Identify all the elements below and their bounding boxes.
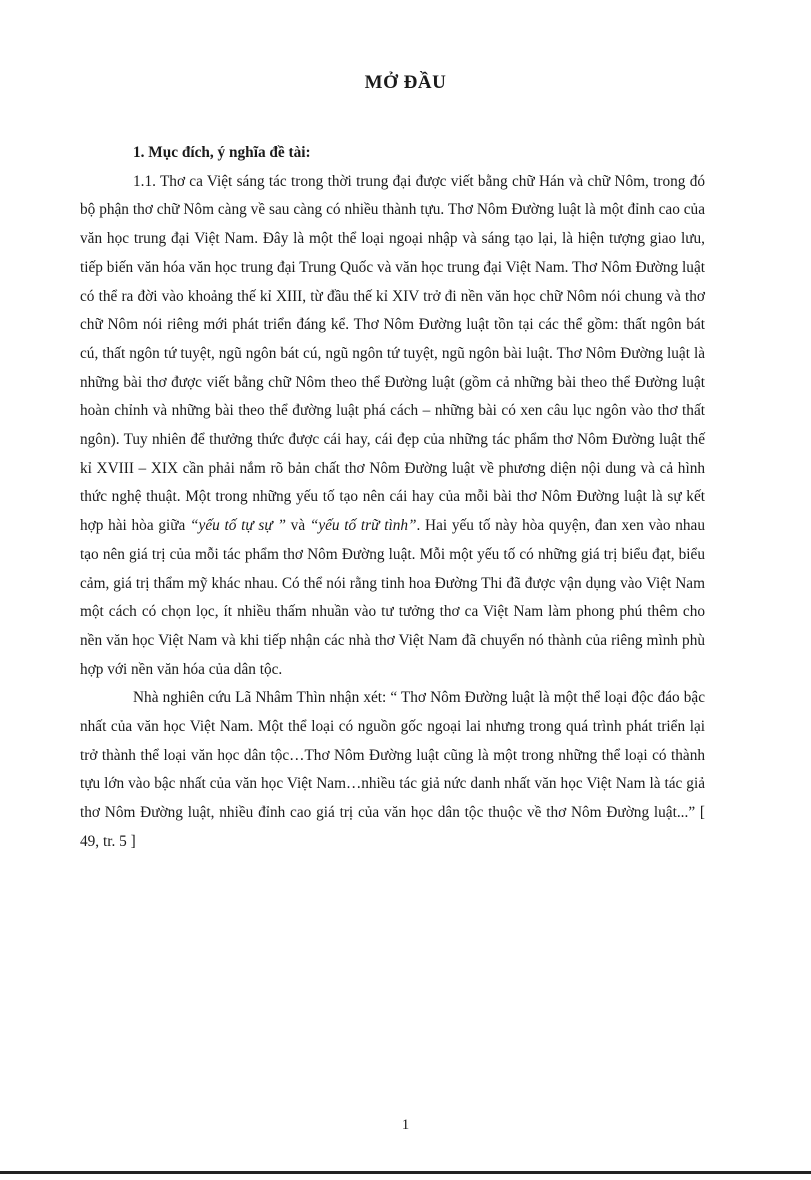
- body-text: [80, 139, 705, 857]
- paragraph-1-italic-lyric: “yếu tố trữ tình”: [309, 517, 417, 535]
- paragraph-1-text-c: . Hai yếu tố này hòa quyện, đan xen vào nhau tạo nên giá trị của mỗi tác phẩm thơ Nôm Đường luật. Mỗi một yếu tố có những giá trị biểu đạt, biểu cảm, giá trị thẩm mỹ khác nhau. Có thể nói rằng tinh hoa Đường Thi đã được vận dụng vào Việt Nam một cách có chọn lọc, ít nhiều thấm nhuần vào tư tưởng thơ ca Việt Nam làm phong phú thêm cho nền văn học Việt Nam và khi tiếp nhận các nhà thơ Việt Nam đã chuyển nó thành của riêng mình phù hợp với nền văn hóa của dân tộc.: [80, 517, 705, 678]
- page-number: 1: [401, 1117, 410, 1133]
- bottom-divider: [0, 1171, 811, 1174]
- paragraph-1: [80, 168, 705, 685]
- paragraph-1-text-b: và: [285, 517, 310, 535]
- paragraph-2: Nhà nghiên cứu Lã Nhâm Thìn nhận xét: “ Thơ Nôm Đường luật là một thể loại độc đáo bậc nhất của văn học Việt Nam. Một thể loại có nguồn gốc ngoại lai nhưng trong quá trình phát triển lại trở thành thể loại văn học dân tộc…Thơ Nôm Đường luật cũng là một trong những thể loại có thành tựu lớn vào bậc nhất của văn học Việt Nam…nhiều tác giả nức danh nhất văn học Việt Nam là tác giả thơ Nôm Đường luật, nhiều đỉnh cao giá trị của văn học dân tộc thuộc về thơ Nôm Đường luật...” [ 49, tr. 5 ]: [80, 689, 705, 850]
- paragraph-1-italic-narrative: “yếu tố tự sự ”: [190, 517, 286, 535]
- section-heading: 1. Mục đích, ý nghĩa đề tài:: [133, 144, 311, 161]
- page-title: MỞ ĐẦU: [364, 72, 447, 93]
- paragraph-1-text-a: 1.1. Thơ ca Việt sáng tác trong thời trung đại được viết bằng chữ Hán và chữ Nôm, trong đó bộ phận thơ chữ Nôm càng về sau càng có nhiều thành tựu. Thơ Nôm Đường luật là một đỉnh cao của văn học trung đại Việt Nam. Đây là một thể loại ngoại nhập và sáng tạo lại, là hiện tượng giao lưu, tiếp biến văn hóa văn học trung đại Trung Quốc và văn học trung đại Việt Nam. Thơ Nôm Đường luật có thể ra đời vào khoảng thế kỉ XIII, từ đầu thế kỉ XIV trở đi nền văn học chữ Nôm nói chung và thơ chữ Nôm nói riêng mới phát triển đáng kể. Thơ Nôm Đường luật tồn tại các thể gồm: thất ngôn bát cú, thất ngôn tứ tuyệt, ngũ ngôn bát cú, ngũ ngôn tứ tuyệt, ngũ ngôn bài luật. Thơ Nôm Đường luật là những bài thơ được viết bằng chữ Nôm theo thể Đường luật (gồm cả những bài theo thể Đường luật hoàn chỉnh và những bài theo thể đường luật phá cách – những bài có xen câu lục ngôn vào thơ thất ngôn). Tuy nhiên để thưởng thức được cái hay, cái đẹp của những tác phẩm thơ Nôm Đường luật thế kỉ XVIII – XIX cần phải nắm rõ bản chất thơ Nôm Đường luật về phương diện nội dung và cả hình thức nghệ thuật. Một trong những yếu tố tạo nên cái hay của mỗi bài thơ Nôm Đường luật là sự kết hợp hài hòa giữa: [80, 172, 705, 535]
